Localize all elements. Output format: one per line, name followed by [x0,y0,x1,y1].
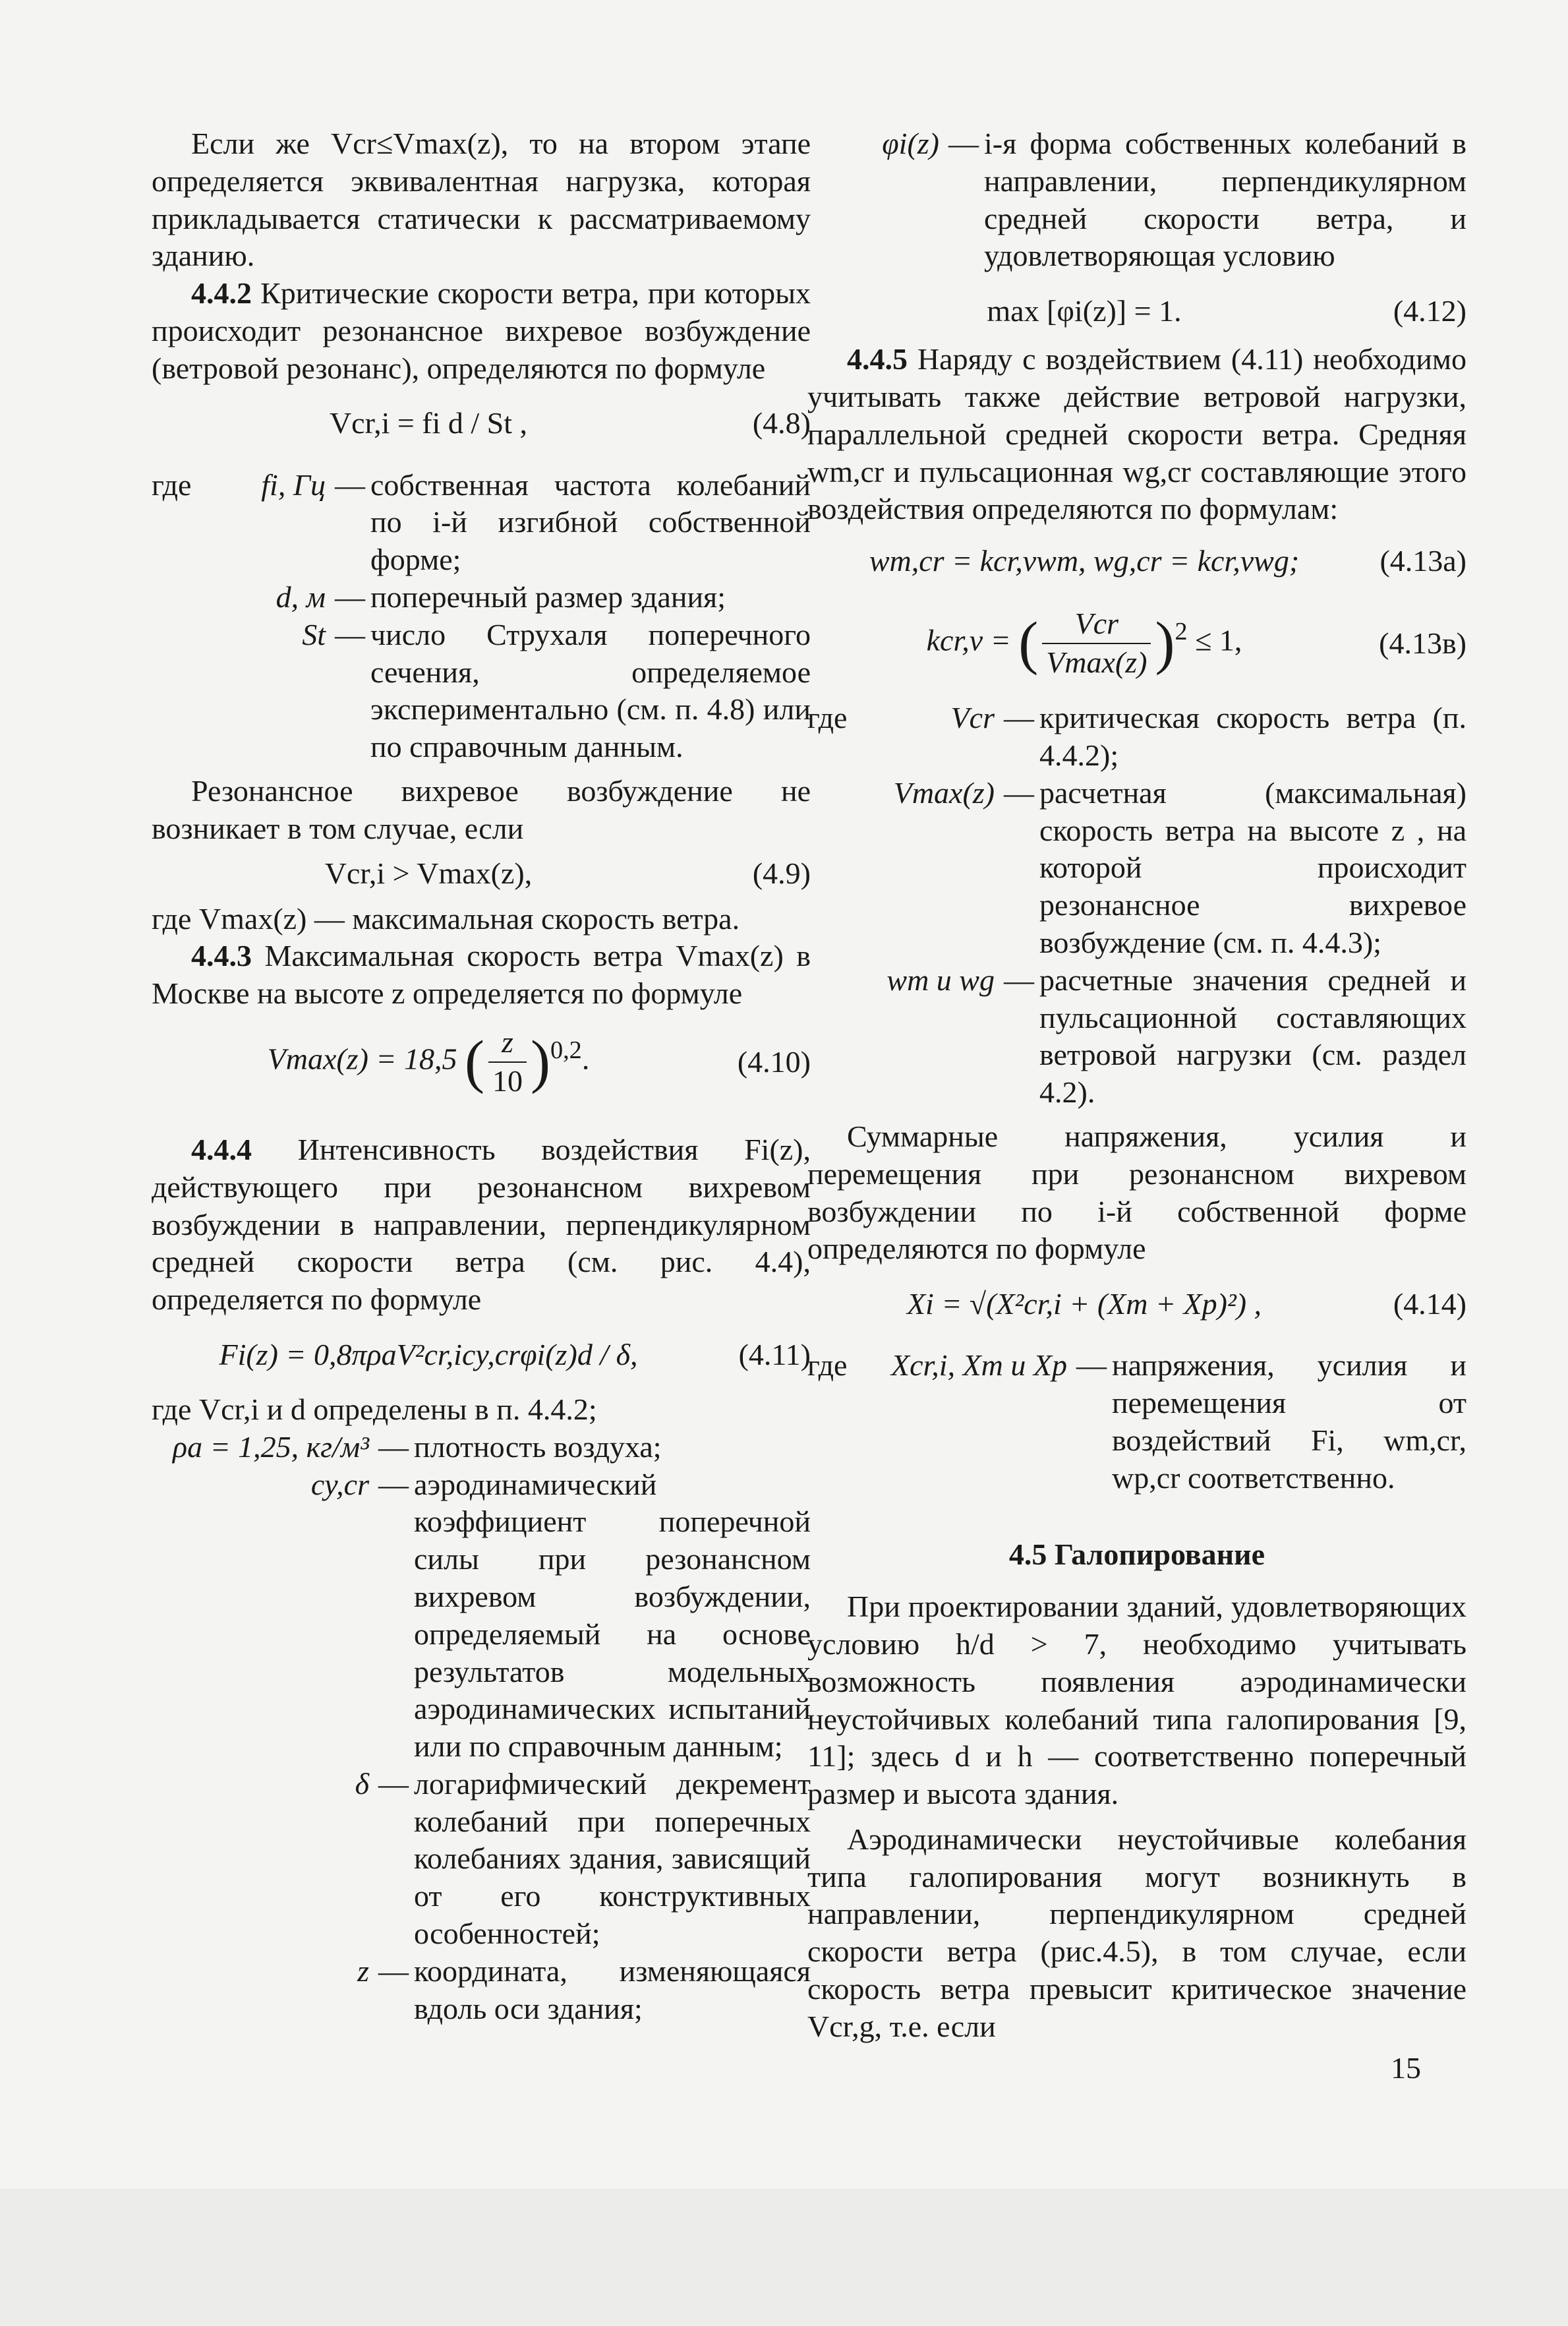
definition-text: расчетные значения средней и пульсационной составляющих ветровой нагрузки (см. раздел 4.2). [1039,963,1466,1110]
definition-dash: — [1004,775,1034,810]
paragraph: Аэродинамически неустойчивые колебания типа галопирования могут возникнуть в направлении, перпендикулярном средней скорости ветра (рис.4.5), в том случае, если скорость ветра превысит критическое значение Vcr,g, т.е. если [807,1822,1466,2043]
equation-formula [152,1024,705,1100]
definition-dash: — [1076,1348,1107,1383]
section-text: Интенсивность воздействия Fi(z), действующего при резонансном вихревом возбуждении в направлении, перпендикулярном средней скорости ветра (см. рис. 4.4), определяется по формуле [152,1132,811,1317]
paragraph: Резонансное вихревое возбуждение не возникает в том случае, если [152,773,811,845]
paren-open: ( [1018,611,1039,676]
definition-lead [807,962,854,1112]
equation-formula [807,605,1361,682]
section-heading: 4.5 Галопирование [1008,1537,1265,1572]
definition-dash: — [948,127,979,160]
equation-number: (4.11) [738,1337,811,1371]
equation-number: (4.8) [752,406,811,440]
equation-formula: Xi = √(X²cr,i + (Xm + Xp)²) , [906,1286,1262,1321]
equation-4-13a [807,528,1466,594]
paragraph: где Vmax(z) — максимальная скорость ветра. [152,901,740,936]
definition-dash: — [378,1429,409,1464]
definition-text: число Струхаля поперечного сечения, определяемое экспериментально (см. п. 4.8) или по справочным данным. [370,617,811,764]
definition-dash: — [378,1766,409,1801]
equation-4-11 [152,1319,811,1391]
definitions-list [807,700,1466,1112]
definition-text: поперечный размер здания; [370,580,726,614]
paragraph: Суммарные напряжения, усилия и перемещения при резонансном вихревом возбуждении по i-й собственной форме определяются по формуле [807,1119,1466,1266]
fraction [488,1024,527,1100]
exponent: 0,2 [550,1036,582,1065]
equation-number: (4.13в) [1379,626,1466,660]
definition-lead: где [807,1348,848,1383]
section-4-4-4 [152,1131,811,1319]
paragraph: Если же Vcr≤Vmax(z), то на втором этапе определяется эквивалентная нагрузка, которая прикладывается статически к рассматриваемому зданию. [152,127,811,273]
definition-text: i-я форма собственных колебаний в направлении, перпендикулярном средней скорости ветра, и удовлетворяющая условию [984,127,1466,273]
definition-symbol: d, м [276,580,326,614]
paren-open: ( [464,1029,484,1094]
equation-number: (4.14) [1393,1286,1466,1321]
definition-symbol: wm и wg [886,963,995,997]
definition-symbol: St [302,617,326,651]
equation-number: (4.9) [752,856,811,891]
equation-number: (4.10) [737,1044,811,1079]
equation-4-14 [807,1268,1466,1340]
equation-formula: Fi(z) = 0,8πρaV²cr,icy,crφi(z)d / δ, [219,1337,638,1371]
section-number: 4.4.5 [847,342,908,376]
equation-4-13b [807,594,1466,693]
definitions-list [807,1347,1466,1497]
equation-formula: max [φi(z)] = 1. [987,293,1182,328]
definition-symbol: Xcr,i, Xm и Xp [890,1348,1067,1383]
definitions-list [807,125,1466,275]
definition-text: критическая скорость ветра (п. 4.4.2); [1039,701,1466,772]
definition-dash: — [1004,963,1034,997]
equation-formula: Vcr,i > Vmax(z), [324,856,533,891]
equation-4-12 [807,282,1466,341]
section-text: Максимальная скорость ветра Vmax(z) в Москве на высоте z определяется по формуле [152,939,811,1011]
definition-lead [152,616,198,766]
definition-dash: — [335,467,365,502]
paren-close: ) [530,1029,550,1094]
section-number: 4.4.2 [191,276,252,311]
section-number: 4.4.3 [191,939,252,973]
definition-lead [807,775,854,962]
definition-dash: — [335,617,365,651]
definition-dash: — [378,1953,409,1988]
definition-text: собственная частота колебаний по i-й изгибной собственной форме; [370,467,811,577]
numerator: Vcr [1042,605,1151,644]
equation-formula: Vcr,i = fi d / St , [329,406,528,440]
paren-close: ) [1155,611,1175,676]
section-4-4-2 [152,275,811,387]
equation-4-8 [152,388,811,460]
definition-lead: где [152,467,192,502]
definitions-list [152,467,811,766]
equation-number: (4.12) [1393,293,1466,328]
denominator: 10 [492,1063,523,1098]
section-text: Критические скорости ветра, при которых происходит резонансное вихревое возбуждение (ветровой резонанс), определяются по формуле [152,276,811,385]
denominator: Vmax(z) [1046,645,1147,680]
right-column [807,125,1466,2046]
fraction [1042,605,1151,682]
equation-4-10 [152,1013,811,1112]
definition-text: координата, изменяющаяся вдоль оси здания; [414,1953,811,2025]
numerator: z [488,1024,527,1063]
section-4-4-5 [807,341,1466,528]
definition-symbol: δ [355,1766,369,1801]
definition-symbol: z [357,1953,369,1988]
definition-symbol: Vcr [950,701,995,735]
definition-lead: где [807,701,848,735]
left-column [152,125,811,2034]
definition-text: аэродинамический коэффициент поперечной силы при резонансном вихревом возбуждении, определяемый на основе результатов модельных аэродинамических испытаний или по справочным данным; [414,1467,811,1764]
equation-number: (4.13а) [1379,543,1466,578]
equation-4-9 [152,848,811,901]
definition-dash: — [1004,701,1034,735]
section-number: 4.4.4 [191,1132,252,1166]
equation-formula: wm,cr = kcr,vwm, wg,cr = kcr,vwg; [869,543,1300,578]
paragraph: где Vcr,i и d определены в п. 4.4.2; [152,1392,597,1426]
page-number: 15 [1391,2051,1421,2085]
paragraph: При проектировании зданий, удовлетворяющих условию h/d > 7, необходимо учитывать возможность появления аэродинамически неустойчивых колебаний типа галопирования [9, 11]; здесь d и h — соответственно поперечный размер и высота здания. [807,1590,1466,1811]
definition-dash: — [378,1467,409,1501]
definition-symbol: cy,cr [310,1467,369,1501]
formula-tail: ≤ 1, [1195,623,1242,657]
definition-symbol: Vmax(z) [893,775,995,810]
definition-text: расчетная (максимальная) скорость ветра на высоте z , на которой происходит резонансное вихревое возбуждение (см. п. 4.4.3); [1039,775,1466,959]
exponent: 2 [1175,618,1188,646]
definitions-list [152,1429,811,2028]
formula-tail: . [581,1042,590,1076]
definition-text: логарифмический декремент колебаний при поперечных колебаниях здания, зависящий от его конструктивных особенностей; [414,1766,811,1951]
definition-dash: — [335,580,365,614]
section-4-4-3 [152,938,811,1013]
formula-lhs: kcr,v = [926,623,1011,657]
scan-margin [0,2189,1568,2326]
definition-text: плотность воздуха; [414,1429,662,1464]
definition-symbol: ρa = 1,25, кг/м³ [172,1429,369,1464]
definition-text: напряжения, усилия и перемещения от воздействий Fi, wm,cr, wp,cr соответственно. [1112,1348,1466,1495]
definition-symbol: φi(z) [882,127,939,160]
section-text: Наряду с воздействием (4.11) необходимо учитывать также действие ветровой нагрузки, параллельной средней скорости ветра. Средняя wm,cr и пульсационная wg,cr составляющие этого воздействия определяются по формулам: [807,342,1467,526]
definition-symbol: fi, Гц [261,467,326,502]
formula-lhs: Vmax(z) = 18,5 [267,1042,457,1076]
definition-lead [152,579,198,616]
